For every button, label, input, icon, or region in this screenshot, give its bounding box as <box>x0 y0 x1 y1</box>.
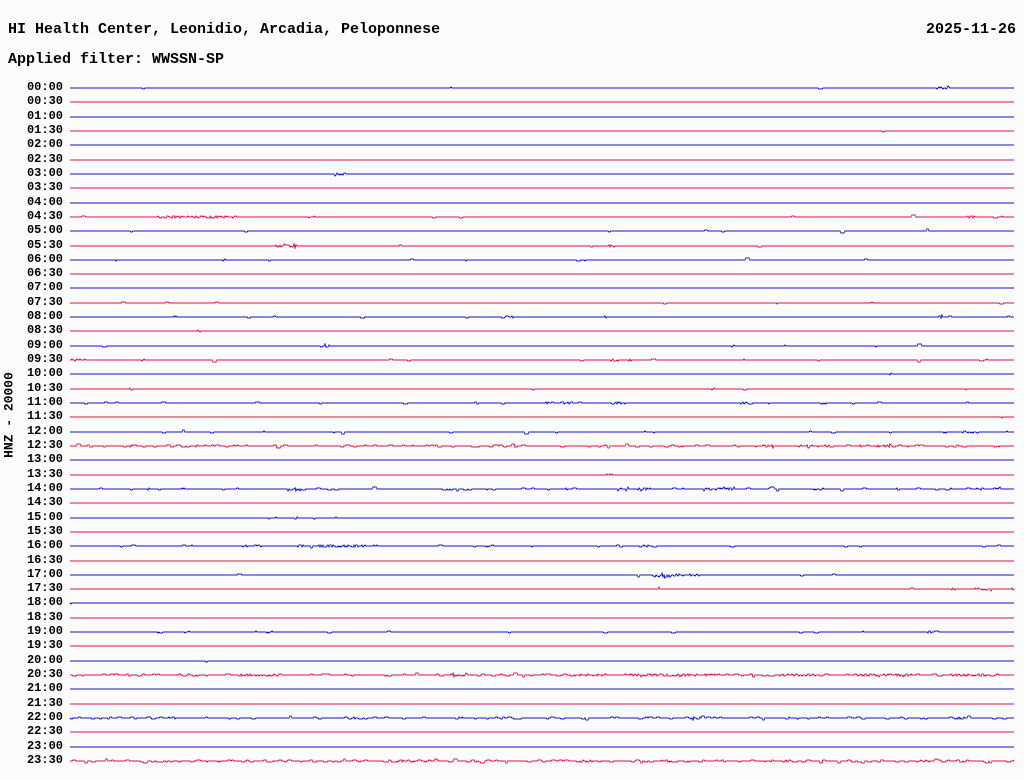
trace-time-label: 14:30 <box>26 495 63 509</box>
plot-date: 2025-11-26 <box>925 21 1016 38</box>
trace-time-label: 18:30 <box>26 610 63 624</box>
trace-time-label: 05:00 <box>26 223 63 237</box>
seismogram-trace <box>70 545 1014 548</box>
trace-time-label: 19:00 <box>26 624 63 638</box>
seismogram-trace <box>70 673 1014 677</box>
trace-time-label: 07:00 <box>26 280 63 294</box>
seismogram-trace <box>70 302 1014 304</box>
seismogram-trace <box>70 359 1014 362</box>
trace-time-label: 00:30 <box>26 94 63 108</box>
seismogram-trace <box>70 373 1014 375</box>
seismogram-trace <box>70 759 1014 763</box>
trace-time-label: 15:00 <box>26 510 63 524</box>
trace-time-label: 01:30 <box>26 123 63 137</box>
seismogram-trace <box>70 131 1014 132</box>
seismogram-trace <box>70 430 1014 434</box>
trace-time-label: 17:00 <box>26 567 63 581</box>
seismogram-trace <box>70 474 1014 475</box>
trace-time-label: 01:00 <box>26 109 63 123</box>
seismogram-trace <box>70 86 1014 89</box>
trace-time-label: 20:30 <box>26 667 63 681</box>
seismogram-trace <box>70 444 1014 448</box>
trace-time-label: 13:00 <box>26 452 63 466</box>
trace-time-label: 22:00 <box>26 710 63 724</box>
seismogram-trace <box>70 716 1014 720</box>
trace-time-label: 16:30 <box>26 553 63 567</box>
trace-time-label: 13:30 <box>26 467 63 481</box>
seismogram-trace <box>70 315 1014 318</box>
trace-time-label: 09:00 <box>26 338 63 352</box>
trace-time-label: 06:00 <box>26 252 63 266</box>
trace-time-label: 08:30 <box>26 323 63 337</box>
trace-time-label: 10:00 <box>26 366 63 380</box>
trace-time-label: 11:30 <box>26 409 63 423</box>
seismogram-trace <box>70 229 1014 233</box>
trace-time-label: 12:30 <box>26 438 63 452</box>
trace-time-label: 02:00 <box>26 137 63 151</box>
trace-time-label: 06:30 <box>26 266 63 280</box>
trace-time-label: 23:30 <box>26 753 63 767</box>
trace-time-label: 14:00 <box>26 481 63 495</box>
seismogram-trace <box>70 258 1014 261</box>
trace-time-label: 19:30 <box>26 638 63 652</box>
trace-time-label: 18:00 <box>26 595 63 609</box>
seismogram-trace <box>70 661 1014 662</box>
seismogram-trace <box>70 344 1014 347</box>
trace-time-label: 20:00 <box>26 653 63 667</box>
seismogram-trace <box>70 244 1014 248</box>
seismogram-trace <box>70 573 1014 578</box>
channel-scale-label: HNZ - 20000 <box>1 372 17 458</box>
trace-time-label: 09:30 <box>26 352 63 366</box>
seismogram-trace <box>70 215 1014 218</box>
seismogram-trace <box>70 417 1014 418</box>
trace-time-label: 21:30 <box>26 696 63 710</box>
trace-time-label: 11:00 <box>26 395 63 409</box>
seismogram-trace <box>70 631 1014 633</box>
seismogram-trace <box>70 487 1014 491</box>
seismogram-trace <box>70 402 1014 404</box>
seismogram-trace <box>70 587 1014 591</box>
trace-time-label: 15:30 <box>26 524 63 538</box>
trace-time-label: 22:30 <box>26 724 63 738</box>
applied-filter-label: Applied filter: WWSSN-SP <box>8 51 225 68</box>
trace-time-label: 03:00 <box>26 166 63 180</box>
trace-time-label: 07:30 <box>26 295 63 309</box>
trace-time-label: 10:30 <box>26 381 63 395</box>
trace-time-label: 17:30 <box>26 581 63 595</box>
seismogram-trace <box>70 330 1014 332</box>
seismogram-trace <box>70 517 1014 519</box>
trace-time-label: 21:00 <box>26 681 63 695</box>
trace-time-label: 03:30 <box>26 180 63 194</box>
page-title: HI Health Center, Leonidio, Arcadia, Peloponnese <box>8 21 441 38</box>
trace-time-label: 02:30 <box>26 152 63 166</box>
seismogram-trace <box>70 603 1014 604</box>
trace-time-label: 23:00 <box>26 739 63 753</box>
trace-time-label: 00:00 <box>26 80 63 94</box>
trace-time-label: 05:30 <box>26 238 63 252</box>
seismogram-trace <box>70 388 1014 390</box>
trace-time-label: 04:00 <box>26 195 63 209</box>
trace-time-label: 04:30 <box>26 209 63 223</box>
trace-time-label: 12:00 <box>26 424 63 438</box>
trace-time-label: 08:00 <box>26 309 63 323</box>
seismogram-trace <box>70 173 1014 176</box>
trace-time-label: 16:00 <box>26 538 63 552</box>
